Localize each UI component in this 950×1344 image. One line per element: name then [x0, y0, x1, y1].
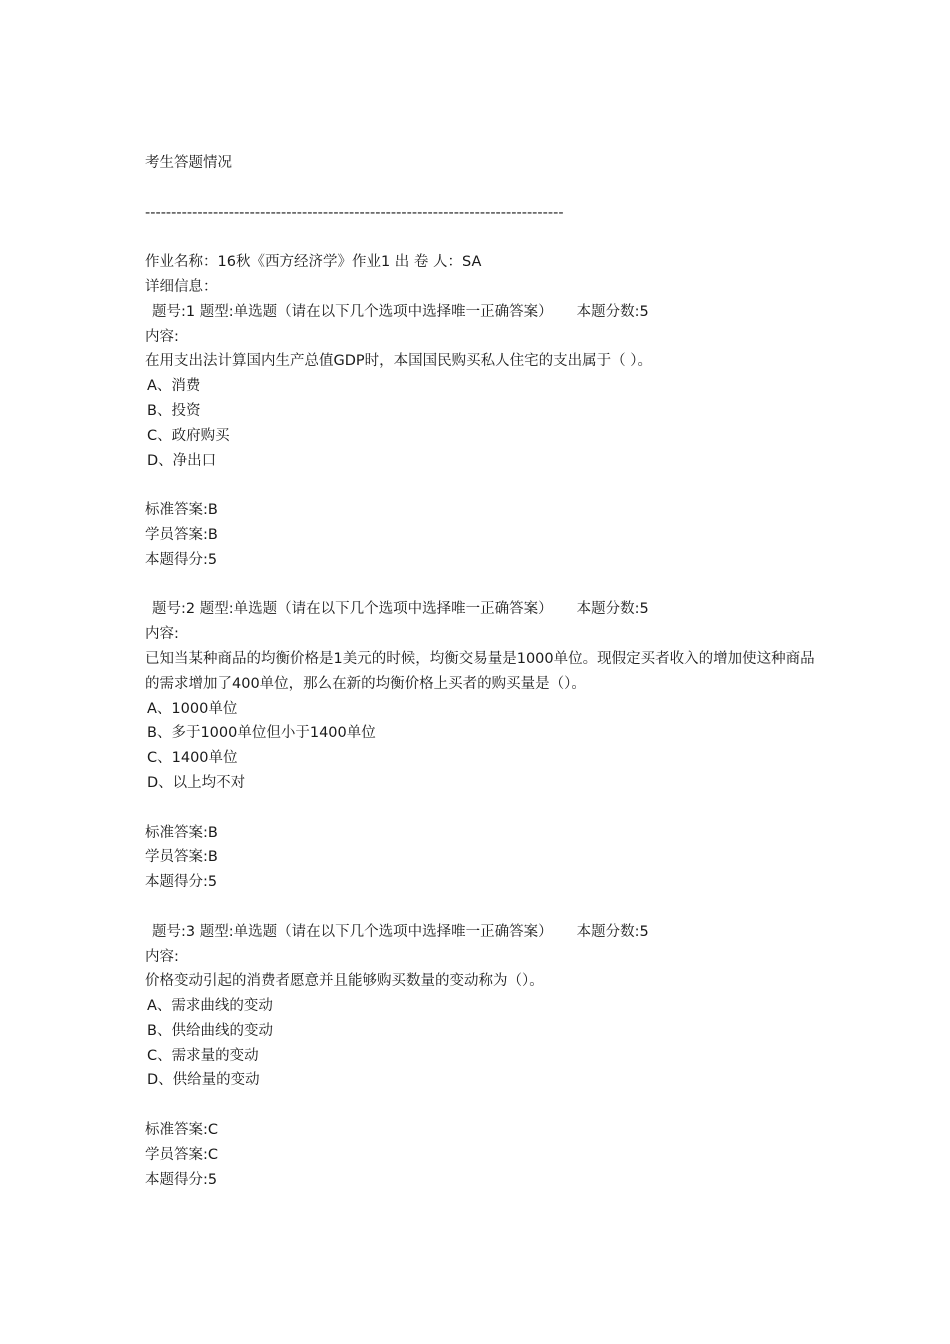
- option-c: C、1400单位: [147, 750, 238, 767]
- question-stem: 价格变动引起的消费者愿意并且能够购买数量的变动称为（）。: [145, 973, 544, 990]
- question-type: 题号:2 题型:单选题（请在以下几个选项中选择唯一正确答案）: [152, 601, 553, 618]
- option-a: A、消费: [147, 378, 201, 395]
- student-answer: 学员答案:B: [145, 849, 218, 866]
- standard-answer: 标准答案:B: [145, 502, 218, 519]
- document-body: [145, 151, 825, 1192]
- student-answer: 学员答案:B: [145, 526, 218, 543]
- student-answer: 学员答案:C: [145, 1146, 219, 1163]
- option-a: A、1000单位: [147, 700, 238, 717]
- option-b: B、多于1000单位但小于1400单位: [147, 725, 376, 742]
- option-a: A、需求曲线的变动: [147, 998, 273, 1015]
- question-header: [145, 300, 825, 325]
- question-block-3: [145, 920, 825, 1193]
- page-title: 考生答题情况: [145, 155, 232, 171]
- content-label: 内容:: [145, 626, 179, 643]
- content-label: 内容:: [145, 328, 179, 345]
- standard-answer: 标准答案:C: [145, 1122, 219, 1139]
- option-b: B、供给曲线的变动: [147, 1022, 273, 1039]
- content-label: 内容:: [145, 948, 179, 965]
- question-block-1: [145, 300, 825, 573]
- detail-label: 详细信息：: [145, 278, 218, 295]
- assignment-info: 作业名称：16秋《西方经济学》作业1 出 卷 人：SA: [145, 254, 482, 271]
- question-type: 题号:3 题型:单选题（请在以下几个选项中选择唯一正确答案）: [152, 923, 553, 940]
- question-score: 本题分数:5: [576, 923, 649, 940]
- option-d: D、净出口: [147, 452, 217, 469]
- option-c: C、需求量的变动: [147, 1047, 259, 1064]
- option-c: C、政府购买: [147, 427, 230, 444]
- question-block-2: [145, 597, 825, 895]
- question-header: [145, 920, 825, 945]
- question-score: 本题分数:5: [576, 601, 649, 618]
- question-stem: 已知当某种商品的均衡价格是1美元的时候，均衡交易量是1000单位。现假定买者收入的增加使这种商品的需求增加了400单位，那么在新的均衡价格上买者的购买量是（）。: [145, 650, 815, 692]
- question-header: [145, 597, 825, 622]
- earned-score: 本题得分:5: [145, 874, 218, 891]
- question-score: 本题分数:5: [576, 303, 649, 320]
- separator-line: --------------------------------------------------------------------------------: [145, 204, 564, 221]
- question-type: 题号:1 题型:单选题（请在以下几个选项中选择唯一正确答案）: [152, 303, 553, 320]
- option-d: D、以上均不对: [147, 774, 246, 791]
- earned-score: 本题得分:5: [145, 551, 218, 568]
- standard-answer: 标准答案:B: [145, 824, 218, 841]
- question-stem: 在用支出法计算国内生产总值GDP时，本国国民购买私人住宅的支出属于（ ）。: [145, 353, 653, 370]
- option-b: B、投资: [147, 402, 201, 419]
- option-d: D、供给量的变动: [147, 1072, 260, 1089]
- earned-score: 本题得分:5: [145, 1171, 218, 1188]
